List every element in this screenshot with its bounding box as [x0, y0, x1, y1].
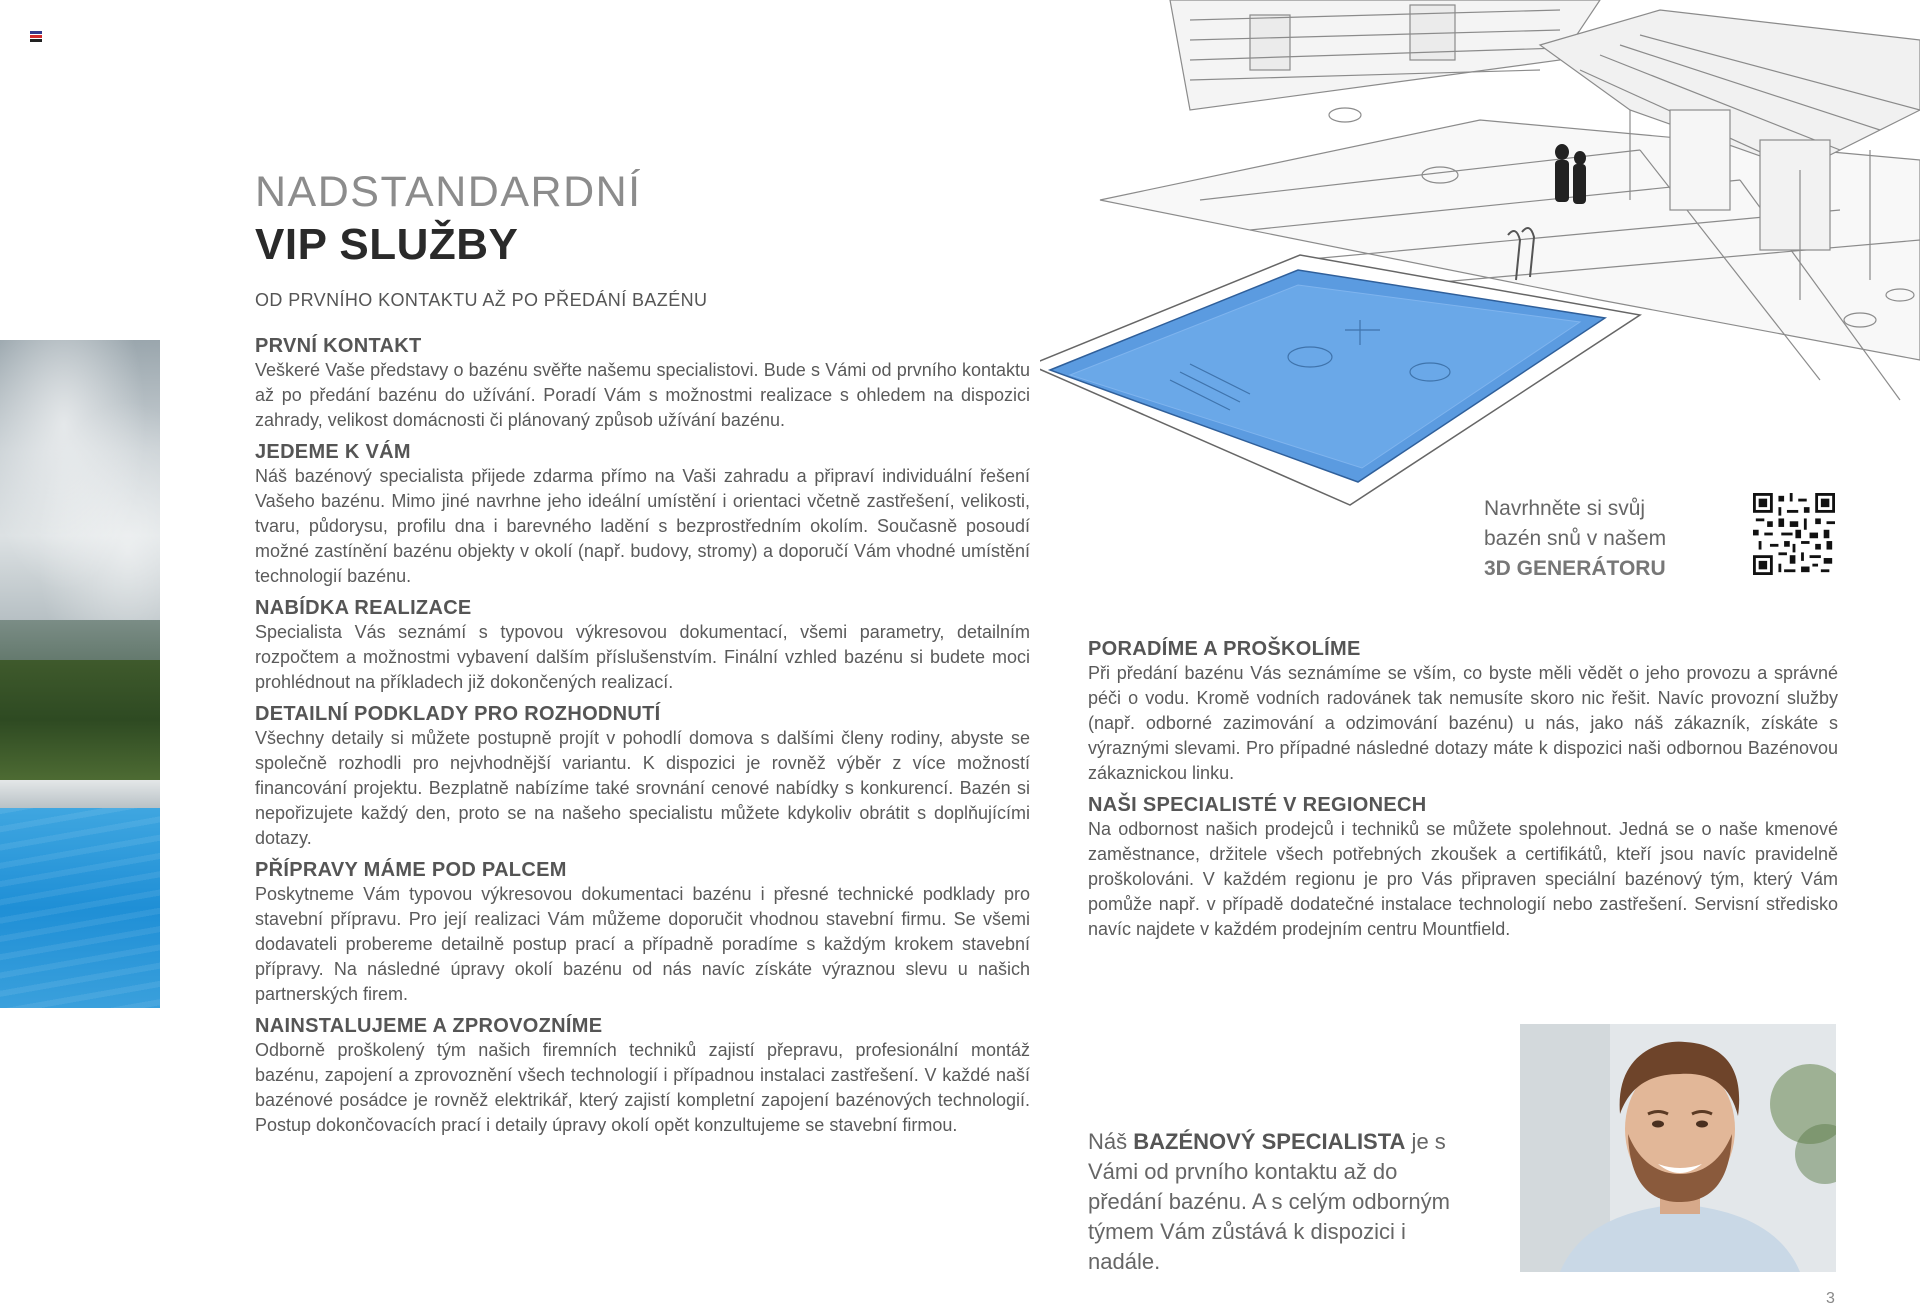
house-pool-sketch [1040, 0, 1920, 520]
pool-photo [0, 340, 160, 1008]
specialist-portrait [1520, 1024, 1836, 1272]
section-text: Náš bazénový specialista přijede zdarma přímo na Vaši zahradu a připraví individuální řešení Vašeho bazénu. Mimo jiné navrhne jeho ideální umístění i orientaci včetně zastřešení, velikosti, tvaru, půdorysu, profilu dna i barevného ladění s bezprostředním okolím. Současně posoudí možné zastínění bazénu objekty v okolí (např. budovy, stromy) a doporučí Vám vhodné umístění technologií bazénu. [255, 466, 1030, 586]
section-detailni-podklady [255, 702, 1030, 851]
section-text: Při předání bazénu Vás seznámíme se vším, co byste měli vědět o jeho provozu a správné péči o vodu. Kromě vodních radovánek tak nemusíte skoro nic řešit. Navíc provozní služby (např. odborné zazimování a odzimování bazénu) u nás, jako náš zákazník, získáte s výraznými slevami. Pro případné následné dotazy máte k dispozici naši odbornou Bazénovou zákaznickou linku. [1088, 663, 1838, 783]
left-column [255, 334, 1030, 1145]
page-subtitle: OD PRVNÍHO KONTAKTU AŽ PO PŘEDÁNÍ BAZÉNU [255, 290, 708, 310]
section-title: PRVNÍ KONTAKT [255, 335, 422, 357]
section-title: DETAILNÍ PODKLADY PRO ROZHODNUTÍ [255, 703, 661, 725]
page-number: 3 [1826, 1290, 1835, 1307]
right-column [1088, 637, 1838, 949]
section-title: NAŠI SPECIALISTÉ V REGIONECH [1088, 794, 1427, 816]
flag-icon [30, 31, 42, 41]
page-title-bold: VIP SLUŽBY [255, 220, 519, 269]
section-nainstalujeme [255, 1014, 1030, 1138]
section-text: Poskytneme Vám typovou výkresovou dokumentaci bazénu i přesné technické podklady pro stavební přípravu. Pro její realizaci Vám můžeme doporučit vhodnou stavební firmu. Se všemi dodavateli probereme detailně postup prací a případně poradíme s každým krokem stavební přípravy. Na následné úpravy okolí bazénu od nás navíc získáte výraznou slevu u našich partnerských firem. [255, 884, 1030, 1004]
section-text: Na odbornost našich prodejců i techniků se můžete spolehnout. Jedná se o naše kmenové zaměstnance, držitele všech potřebných zkoušek a certifikátů, kteří jsou navíc pravidelně proškolováni. V každém regionu je pro Vás připraven speciální bazénový tým, který Vám pomůže např. v případě dodatečné instalace technologií nebo zastřešení. Servisní středisko navíc najdete v každém prodejním centru Mountfield. [1088, 819, 1838, 939]
section-jedeme-k-vam [255, 440, 1030, 589]
section-text: Specialista Vás seznámí s typovou výkresovou dokumentací, všemi parametry, detailním rozpočtem a možnostmi vybavení dalším příslušenstvím. Finální vzhled bazénu si budete moci prohlédnout na příkladech již dokončených realizací. [255, 622, 1030, 692]
section-text: Všechny detaily si můžete postupně projít v pohodlí domova s dalšími členy rodiny, abyste se společně rozhodli pro nejvhodnější variantu. K dispozici je rovněž výběr z více možností financování projektu. Bezplatně nabízíme také srovnání cenové nabídky s konkurencí. Bazén si nepořizujete každý den, proto se na našeho specialistu můžete kdykoliv obrátit s doplňujícími dotazy. [255, 728, 1030, 848]
qr-code-icon[interactable] [1753, 493, 1835, 575]
specialist-bold: BAZÉNOVÝ SPECIALISTA [1133, 1129, 1406, 1154]
generator-line-2: bazén snů v našem [1484, 527, 1667, 550]
section-title: NABÍDKA REALIZACE [255, 597, 472, 619]
specialist-rest: je s Vámi od prvního kontaktu až do předání bazénu. A s celým odborným týmem Vám zůstává k dispozici i nadále. [1088, 1129, 1450, 1274]
section-title: PORADÍME A PROŠKOLÍME [1088, 638, 1361, 660]
section-poradime [1088, 637, 1838, 786]
generator-link[interactable]: 3D GENERÁTORU [1484, 557, 1666, 580]
section-nabidka-realizace [255, 596, 1030, 695]
section-text: Odborně proškolený tým našich firemních techniků zajistí přepravu, profesionální montáž bazénu, zapojení a zprovoznění všech technologií i případnou instalaci zastřešení. V každé naší bazénové posádce je rovněž elektrikář, který zajistí kompletní zapojení bazénových technologií. Postup dokončovacích prací i detaily úpravy okolí opět konzultujeme se stavební firmou. [255, 1040, 1030, 1135]
generator-line-1: Navrhněte si svůj [1484, 497, 1646, 520]
section-title: JEDEME K VÁM [255, 441, 411, 463]
page-title-light: NADSTANDARDNÍ [255, 168, 642, 216]
specialist-prefix: Náš [1088, 1129, 1134, 1154]
section-prvni-kontakt [255, 334, 1030, 433]
generator-promo [1484, 494, 1684, 584]
specialist-caption [1088, 1127, 1468, 1277]
section-text: Veškeré Vaše představy o bazénu svěřte našemu specialistovi. Bude s Vámi od prvního kontaktu až po předání bazénu do užívání. Poradí Vám s možnostmi realizace s ohledem na dispozici zahrady, velikost domácnosti či plánovaný způsob užívání bazénu. [255, 360, 1030, 430]
section-specialiste [1088, 793, 1838, 942]
section-title: NAINSTALUJEME A ZPROVOZNÍME [255, 1015, 603, 1037]
section-title: PŘÍPRAVY MÁME POD PALCEM [255, 859, 567, 881]
section-pripravy [255, 858, 1030, 1007]
